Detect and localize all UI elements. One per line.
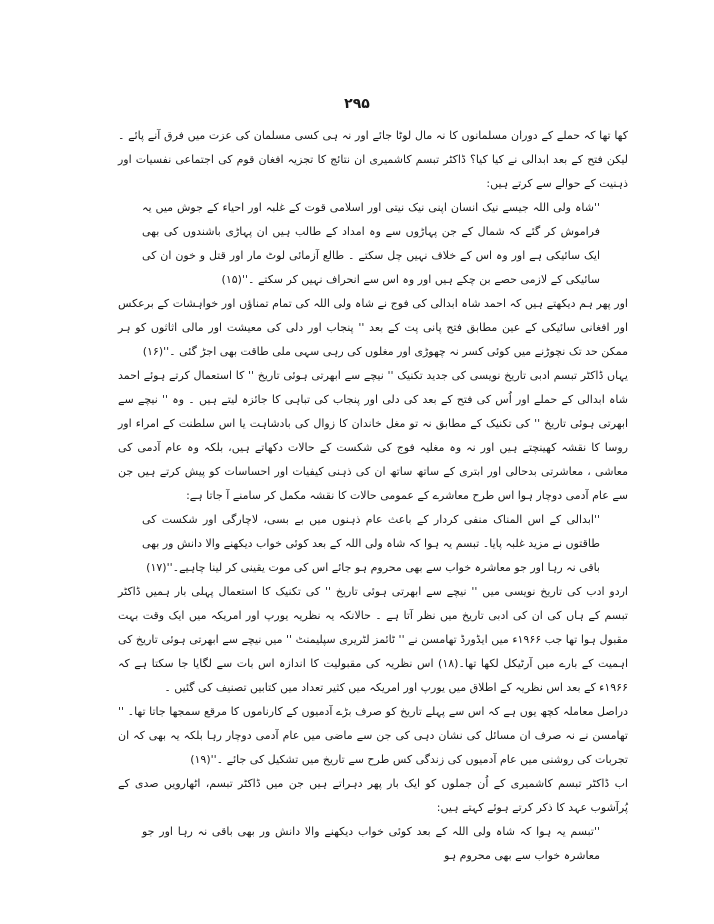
paragraph-1: کھا تھا کہ حملے کے دوران مسلمانوں کا نہ مال لوٹا جائے اور نہ ہی کسی مسلمان کی عزت میں فرق آنے پائے ۔ لیکن فتح کے بعد ابدالی نے کیا کیا؟ ڈاکٹر تبسم کاشمیری ان نتائج کا تجزیہ افغان قوم کی اجتماعی نفسیات اور ذہنیت کے حوالے سے کرتے ہیں: — [118, 129, 628, 190]
paragraph-5: دراصل معاملہ کچھ یوں ہے کہ اس سے پہلے تاریخ کو صرف بڑے آدمیوں کے کارناموں کا مرقع سمجھا جاتا تھا۔ '' تھامسن نے نہ صرف ان مسائل کی نشان دہی کی جن سے ماضی میں عام آدمی دوچار رہا بلکہ یہ بھی کہ ان تجربات کی روشنی میں عام آدمیوں کی زندگی کس طرح سے تاریخ میں تشکیل کی جائے ۔''(۱۹) — [118, 705, 628, 766]
paragraph-2: اور پھر ہم دیکھتے ہیں کہ احمد شاہ ابدالی کی فوج نے شاہ ولی اللہ کی تمام تمناؤں اور خواہشات کے برعکس اور افغانی سائیکی کے عین مطابق فتح پانی پت کے بعد '' پنجاب اور دلی کی معیشت اور مالی اثاثوں کو ہر ممکن حد تک نچوڑنے میں کوئی کسر نہ چھوڑی اور مغلوں کی رہی سہی ملی طاقت بھی اجڑ گئی ۔''(۱۶) — [118, 297, 628, 358]
paragraph-4: اردو ادب کی تاریخ نویسی میں '' نیچے سے ابھرتی ہوئی تاریخ '' کی تکنیک کا استعمال پہلی بار ہمیں ڈاکٹر تبسم کے ہاں کی ان کی ادبی تاریخ میں نظر آتا ہے ۔ حالانکہ یہ نظریہ یورپ اور امریکہ میں ایک وقت بہت مقبول ہوا تھا جب ۱۹۶۶ء میں ایڈورڈ تھامسن نے '' ٹائمز لٹریری سپلیمنٹ '' میں نیچے سے ابھرتی ہوئی تاریخ کی اہمیت کے بارے میں آرٹیکل لکھا تھا۔(۱۸) اس نظریہ کی مقبولیت کا اندازہ اس بات سے لگایا جا سکتا ہے کہ ۱۹۶۶ء کے بعد اس نظریہ کے اطلاق میں یورپ اور امریکہ میں کثیر تعداد میں کتابیں تصنیف کی گئیں ۔ — [118, 585, 628, 694]
paragraph-3: یہاں ڈاکٹر تبسم ادبی تاریخ نویسی کی جدید تکنیک '' نیچے سے ابھرتی ہوئی تاریخ '' کا استعمال کرتے ہوئے احمد شاہ ابدالی کے حملے اور اُس کی فتح کے بعد کی دلی اور پنجاب کی تباہی کا جائزہ لیتے ہیں ۔ وہ '' نیچے سے ابھرتی ہوئی تاریخ '' کی تکنیک کے مطابق نہ تو مغل خاندان کا زوال کی بادشاہت یا اس سلطنت کے امراء اور روسا کا نقشہ کھینچتے ہیں اور نہ وہ مغلیہ فوج کی شکست کے حالات دکھاتے ہیں، بلکہ وہ عام آدمی کی معاشی ، معاشرتی بدحالی اور ابتری کے ساتھ ساتھ ان کی ذہنی کیفیات اور احساسات کو پیش کرتے ہیں جن سے عام آدمی دوچار ہوا اس طرح معاشرے کے عمومی حالات کا نقشہ مکمل کر سامنے آ جاتا ہے: — [118, 369, 628, 502]
page-number: ۲۹۵ — [344, 96, 370, 112]
block-quote-2: ''ابدالی کے اس المناک منفی کردار کے باعث عام ذہنوں میں بے بسی، لاچارگی اور شکست کی طاقتوں نے مزید غلبہ پایا۔ تبسم یہ ہوا کہ شاہ ولی اللہ کے بعد کوئی خواب دیکھنے والا دانش ور بھی باقی نہ رہا اور جو معاشرہ خواب سے بھی محروم ہو جائے اس کی موت یقینی کر لینا چاہیے۔''(۱۷) — [142, 513, 600, 574]
block-quote-1: ''شاہ ولی اللہ جیسے نیک انسان اپنی نیک نیتی اور اسلامی قوت کے غلبہ اور احیاء کے جوش میں یہ فراموش کر گئے کہ شمال کے جن پہاڑوں سے وہ امداد کے طالب ہیں ان پہاڑی باشندوں کی بھی ایک سائیکی ہے اور وہ اس کے خلاف نہیں چل سکتے ۔ طالع آزمائی لوٹ مار اور قتل و خون ان کی سائیکی کے لازمی حصے بن چکے ہیں اور وہ اس سے انحراف نہیں کر سکتے ۔''(۱۵) — [142, 201, 600, 286]
paragraph-6: اب ڈاکٹر تبسم کاشمیری کے اُن جملوں کو ایک بار پھر دہراتے ہیں جن میں ڈاکٹر تبسم، اٹھارویں صدی کے پُرآشوب عہد کا ذکر کرتے ہوئے کہتے ہیں: — [118, 777, 628, 814]
block-quote-3: ''تبسم یہ ہوا کہ شاہ ولی اللہ کے بعد کوئی خواب دیکھنے والا دانش ور بھی باقی نہ رہا اور جو معاشرہ خواب سے بھی محروم ہو — [142, 825, 600, 862]
page-body — [118, 124, 628, 868]
